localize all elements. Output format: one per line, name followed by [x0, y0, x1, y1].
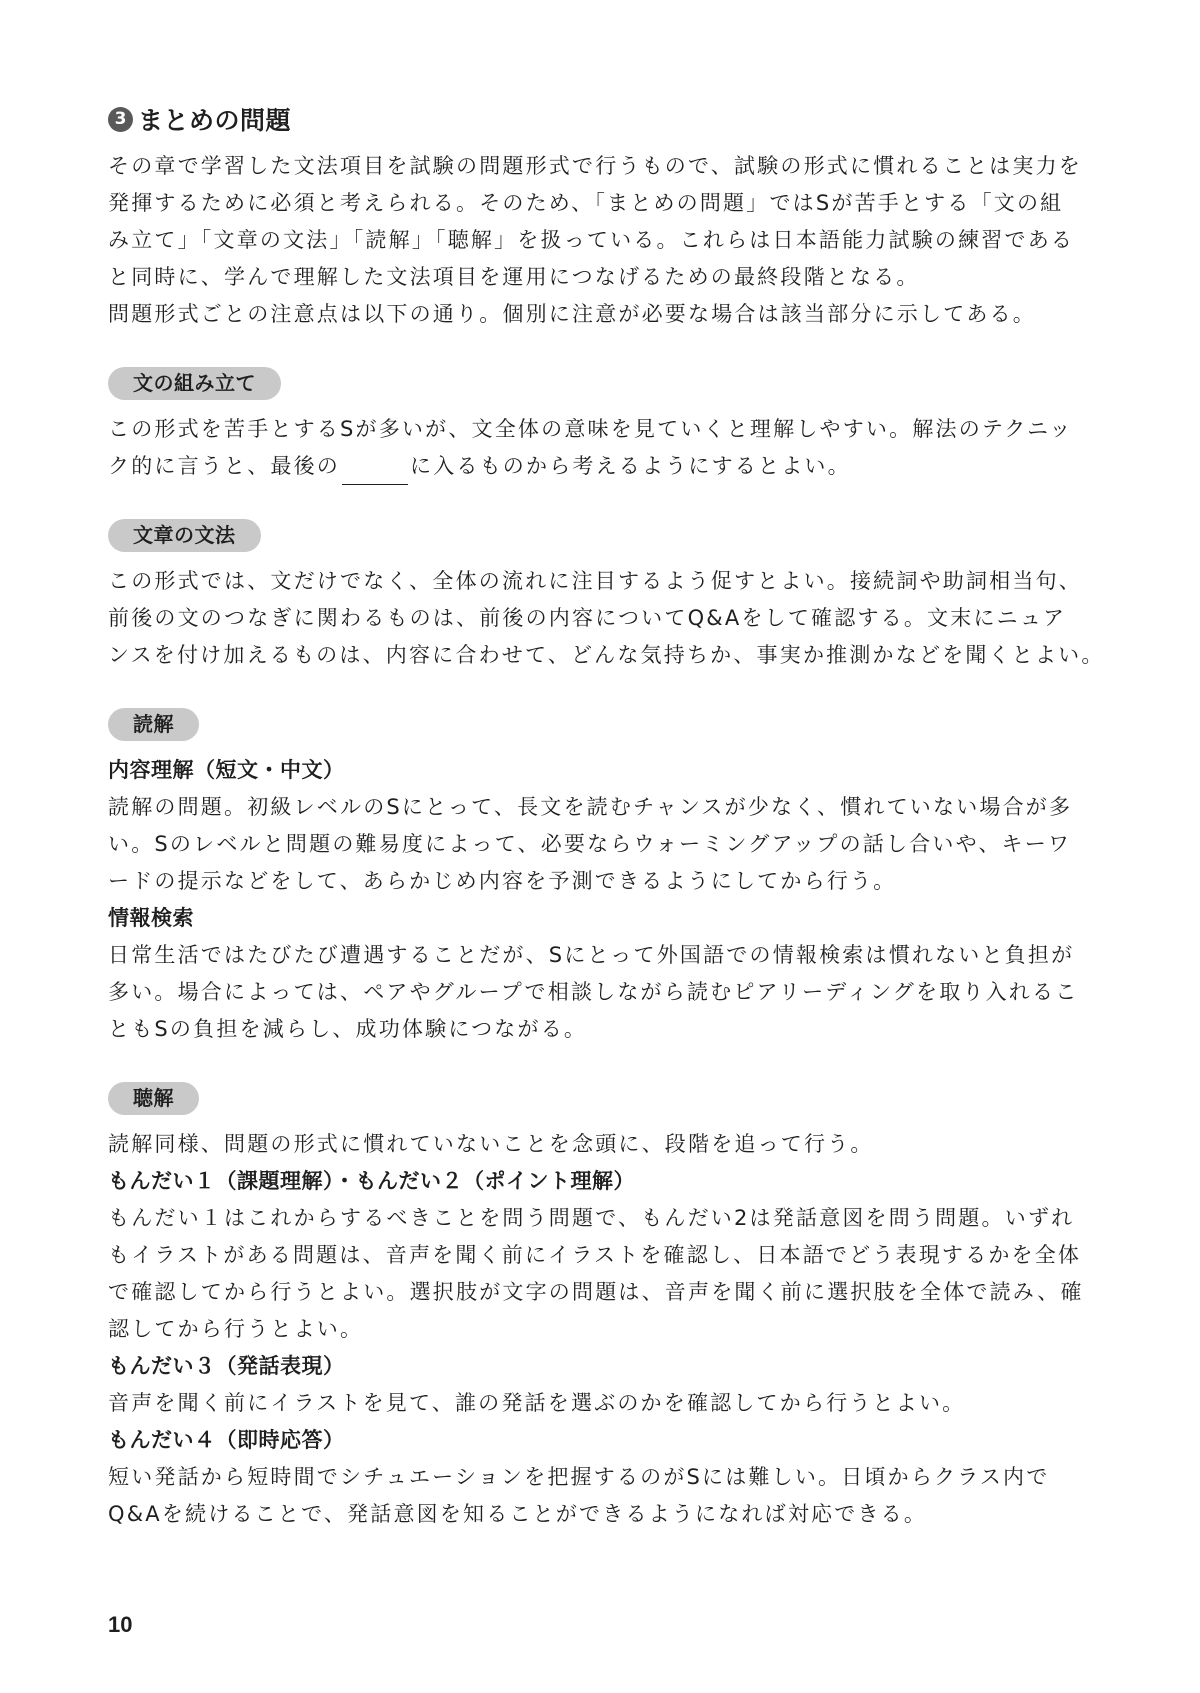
- paragraph-line: 日常生活ではたびたび遭遇することだが、Sにとって外国語での情報検索は慣れないと負担が: [108, 943, 1075, 967]
- paragraph-line: と同時に、学んで理解した文法項目を運用につなげるための最終段階となる。: [108, 265, 920, 289]
- dokkai-subheading-joho-kensaku: 情報検索: [108, 906, 194, 930]
- section-number-badge: 3: [108, 107, 133, 132]
- dokkai-naiyo-rikai-text: [108, 789, 1093, 900]
- paragraph-line: この形式を苦手とするSが多いが、文全体の意味を見ていくと理解しやすい。解法のテクニッ: [108, 417, 1073, 441]
- paragraph-line: 音声を聞く前にイラストを見て、誰の発話を選ぶのかを確認してから行うとよい。: [108, 1391, 966, 1415]
- chokai-mondai-3-text: [108, 1385, 1093, 1422]
- paragraph-line: い。Sのレベルと問題の難易度によって、必要ならウォーミングアップの話し合いや、キーワ: [108, 832, 1072, 856]
- bunsho-no-bunpo-text: [108, 563, 1105, 674]
- paragraph-line: Q&Aを続けることで、発話意図を知ることができるようになれば対応できる。: [108, 1502, 928, 1526]
- chokai-intro: [108, 1126, 1093, 1163]
- paragraph-line: 認してから行うとよい。: [108, 1317, 364, 1341]
- paragraph-line: ードの提示などをして、あらかじめ内容を予測できるようにしてから行う。: [108, 869, 897, 893]
- chokai-subheading-mondai-1-2: もんだい１（課題理解）・もんだい２（ポイント理解）: [108, 1169, 635, 1193]
- chokai-subheading-mondai-4: もんだい４（即時応答）: [108, 1428, 345, 1452]
- tag-row-bun-no-kumitate: [108, 367, 1093, 403]
- text-before-blank: ク的に言うと、最後の: [108, 454, 340, 478]
- paragraph-line: み立て」「文章の文法」「読解」「聴解」を扱っている。これらは日本語能力試験の練習である: [108, 228, 1075, 252]
- chokai-mondai-1-2-text: [108, 1200, 1093, 1348]
- paragraph-line: 発揮するために必須と考えられる。そのため、「まとめの問題」ではSが苦手とする「文の組: [108, 191, 1064, 215]
- dokkai-joho-kensaku-text: [108, 937, 1093, 1048]
- page-content: [108, 98, 1105, 1533]
- tag-bun-no-kumitate: 文の組み立て: [108, 367, 281, 400]
- dokkai-subheading-naiyo-rikai: 内容理解（短文・中文）: [108, 758, 345, 782]
- paragraph-line: で確認してから行うとよい。選択肢が文字の問題は、音声を聞く前に選択肢を全体で読み、確: [108, 1280, 1084, 1304]
- tag-row-dokkai: [108, 708, 1093, 744]
- text-after-blank: に入るものから考えるようにするとよい。: [410, 454, 851, 478]
- tag-row-chokai: [108, 1082, 1093, 1118]
- paragraph-line: 読解同様、問題の形式に慣れていないことを念頭に、段階を追って行う。: [108, 1132, 874, 1156]
- answer-blank: [342, 460, 408, 485]
- bun-no-kumitate-text: [108, 411, 1093, 485]
- paragraph-line: もんだい１はこれからするべきことを問う問題で、もんだい2は発話意図を問う問題。いずれ: [108, 1206, 1075, 1230]
- page-number: 10: [108, 1612, 133, 1637]
- paragraph-line-with-blank: [108, 448, 1093, 485]
- chokai-mondai-4-text: [108, 1459, 1093, 1533]
- paragraph-line: ンスを付け加えるものは、内容に合わせて、どんな気持ちか、事実か推測かなどを聞くとよい。: [108, 643, 1105, 667]
- paragraph-line: もイラストがある問題は、音声を聞く前にイラストを確認し、日本語でどう表現するかを全体: [108, 1243, 1082, 1267]
- paragraph-line: 短い発話から短時間でシチュエーションを把握するのがSには難しい。日頃からクラス内で: [108, 1465, 1050, 1489]
- paragraph-line: 問題形式ごとの注意点は以下の通り。個別に注意が必要な場合は該当部分に示してある。: [108, 302, 1036, 326]
- tag-chokai: 聴解: [108, 1082, 199, 1115]
- paragraph-line: この形式では、文だけでなく、全体の流れに注目するよう促すとよい。接続詞や助詞相当句、: [108, 569, 1082, 593]
- tag-row-bunsho-no-bunpo: [108, 519, 1093, 555]
- paragraph-line: ともSの負担を減らし、成功体験につながる。: [108, 1017, 588, 1041]
- section-header: [108, 98, 1093, 140]
- tag-dokkai: 読解: [108, 708, 199, 741]
- paragraph-line: 読解の問題。初級レベルのSにとって、長文を読むチャンスが少なく、慣れていない場合が多: [108, 795, 1073, 819]
- paragraph-line: 多い。場合によっては、ペアやグループで相談しながら読むピアリーディングを取り入れるこ: [108, 980, 1079, 1004]
- section-title: まとめの問題: [138, 106, 292, 135]
- tag-bunsho-no-bunpo: 文章の文法: [108, 519, 261, 552]
- chokai-subheading-mondai-3: もんだい３（発話表現）: [108, 1354, 345, 1378]
- paragraph-line: その章で学習した文法項目を試験の問題形式で行うもので、試験の形式に慣れることは実力を: [108, 154, 1082, 178]
- paragraph-line: 前後の文のつなぎに関わるものは、前後の内容についてQ&Aをして確認する。文末にニュア: [108, 606, 1067, 630]
- section-intro: [108, 148, 1093, 333]
